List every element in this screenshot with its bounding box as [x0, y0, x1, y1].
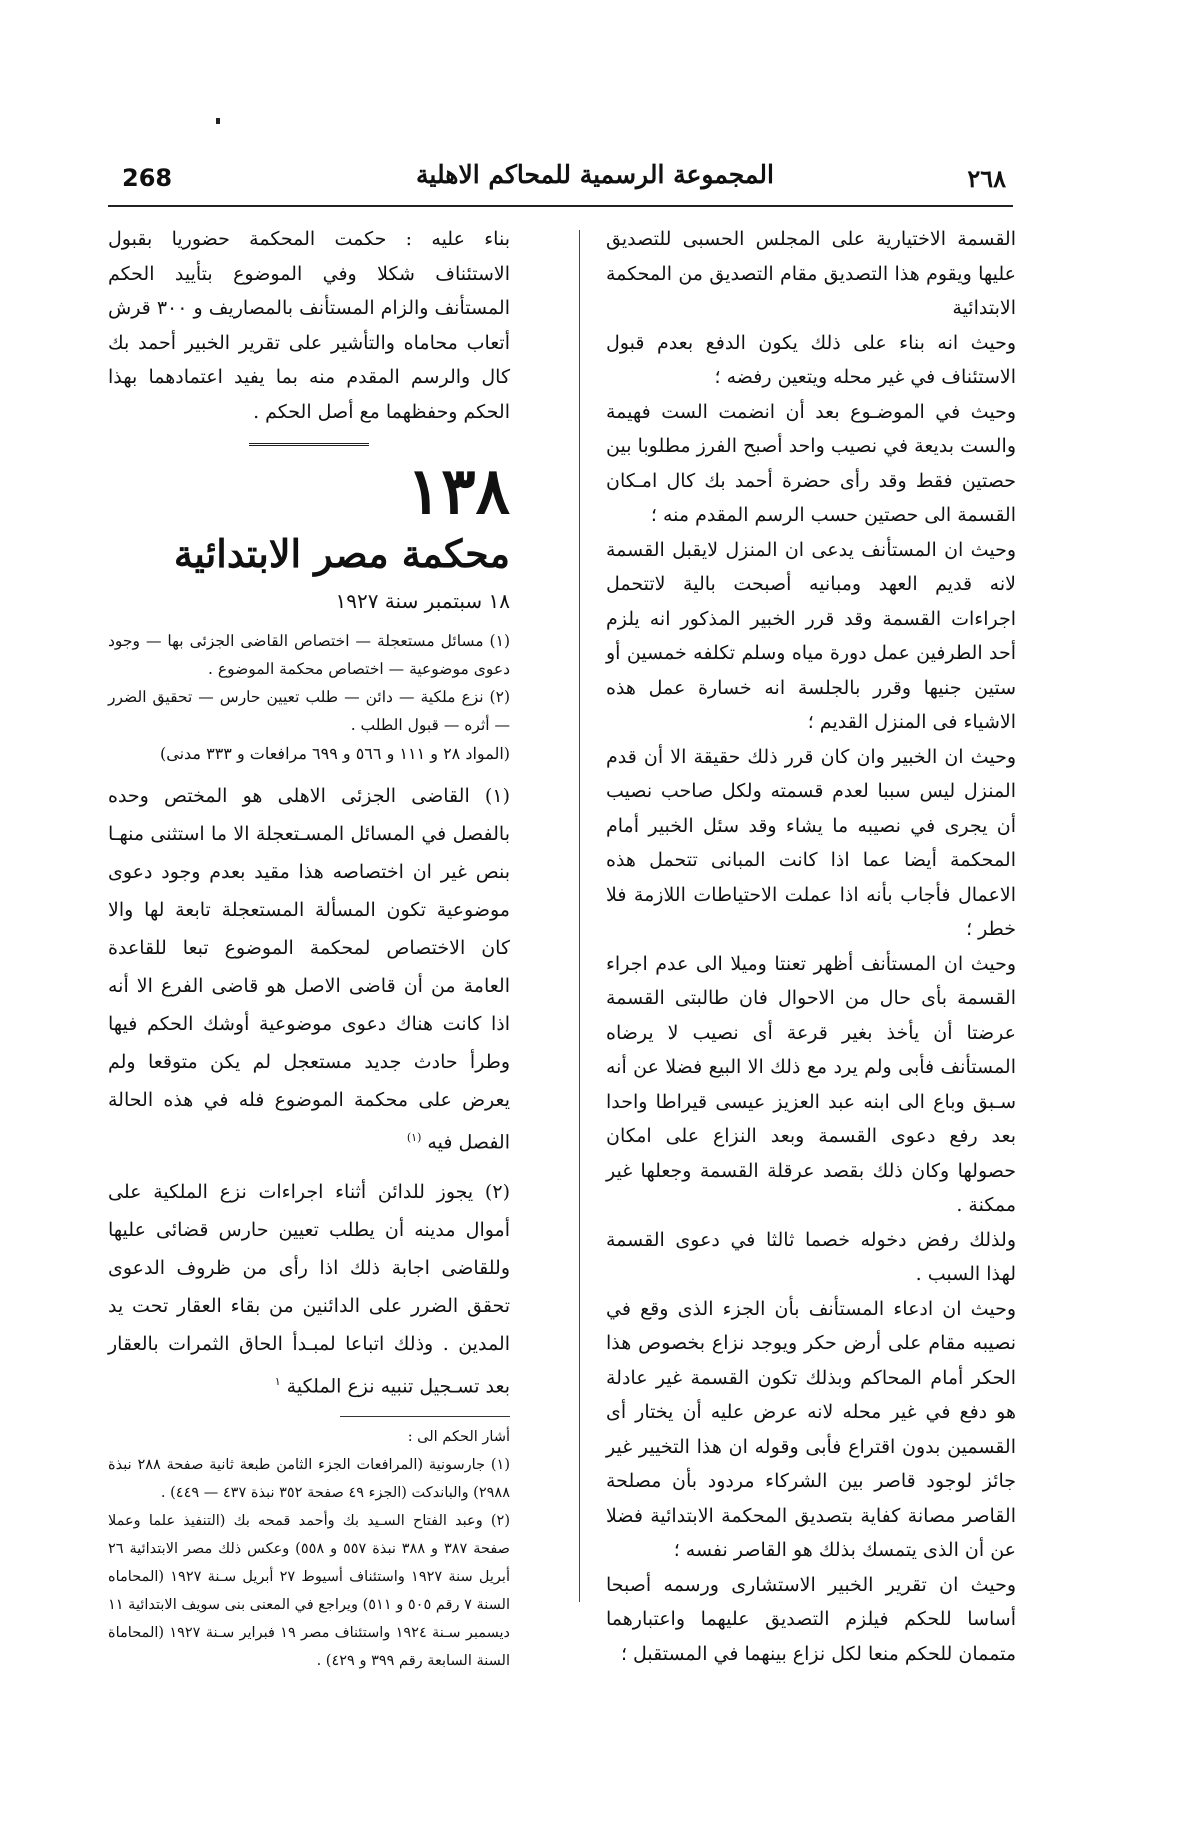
- law-references: (المواد ٢٨ و ١١١ و ٥٦٦ و ٦٩٩ مرافعات و ٣٣٣ مدنى): [160, 744, 510, 763]
- principle-text: (١) القاضى الجزئى الاهلى هو المختص وحده بالفصل في المسائل المسـتعجلة الا ما استثنى منهـا بنص غير ان اختصاصه هذا مقيد بعدم وجود دعوى موضوعية تكون المسألة المستعجلة تابعة لها والا كان الاختصاص لمحكمة الموضوع تبعا للقاعدة العامة من أن قاضى الاصل هو قاضى الفرع الا أنه اذا كانت هناك دعوى موضوعية أوشك الحكم فيها وطرأ حادث جديد مستعجل لم يكن متوقعا ولم يعرض على محكمة الموضوع فله في هذه الحالة الفصل فيه: [108, 785, 510, 1154]
- principle-text: (٢) يجوز للدائن أثناء اجراءات نزع الملكية على أموال مدينه أن يطلب تعيين حارس قضائى عليها وللقاضى اجابة ذلك اذا رأى من ظروف الدعوى تحقق الضرر على الدائنين من بقاء العقار تحت يد المدين . وذلك اتباعا لمبـدأ الحاق الثمرات بالعقار بعد تسـجيل تنبيه نزع الملكية: [108, 1181, 510, 1398]
- footnote-rule: [340, 1416, 510, 1417]
- footnote: (٢) وعبد الفتاح السـيد بك وأحمد قمحه بك (التنفيذ علما وعملا صفحة ٣٨٧ و ٣٨٨ نبذة ٥٥٧ و ٥٥٨) وعكس ذلك مصر الابتدائية ٢٦ أبريل سنة ١٩٢٧ واستئناف أسيوط ٢٧ أبريل سـنة ١٩٢٧ (المحاماه السنة ٧ رقم ٥٠٥ و ٥١١) ويراجع في المعنى بنى سويف الابتدائية ١١ ديسمبر سـنة ١٩٢٤ واستئناف مصر ١٩ فبراير سـنة ١٩٢٧ (المحاماة السنة السابعة رقم ٣٩٩ و ٤٢٩) .: [108, 1512, 511, 1669]
- paragraph: وحيث ان الخبير وان كان قرر ذلك حقيقة الا أن قدم المنزل ليس سببا لعدم قسمته ولكل صاحب نصيب أن يجرى في نصيبه ما يشاء وقد سئل الخبير أمام المحكمة أيضا عما اذا كانت المبانى تتحمل هذه الاعمال فأجاب بأنه اذا عملت الاحتياطات اللازمة فلا خطر ؛: [606, 745, 1016, 940]
- paragraph: وحيث انه بناء على ذلك يكون الدفع بعدم قبول الاستئناف في غير محله ويتعين رفضه ؛: [606, 331, 1016, 388]
- ink-speck: [216, 118, 220, 124]
- paragraph: وحيث ان تقرير الخبير الاستشارى ورسمه أصبحا أساسا للحكم فيلزم التصديق عليهما واعتبارهما متممان للحكم منعا لكل نزاع بينهما في المستقبل ؛: [606, 1573, 1016, 1665]
- case-date: ١٨ سبتمبر سنة ١٩٢٧: [335, 589, 510, 613]
- page-number-latin: 268: [122, 164, 173, 192]
- summary-item: (٢) نزع ملكية — دائن — طلب تعيين حارس — تحقيق الضرر — أثره — قبول الطلب .: [108, 688, 510, 734]
- case-number: ١٣٨: [406, 454, 510, 529]
- paragraph: ولذلك رفض دخوله خصما ثالثا في دعوى القسمة لهذا السبب .: [606, 1228, 1016, 1285]
- case-separator-rule: [249, 443, 369, 449]
- paragraph: وحيث في الموضـوع بعد أن انضمت الست فهيمة والست بديعة في نصيب واحد أصبح الفرز مطلوبا بين حصتين فقط وقد رأى حضرة أحمد بك كال امـكان القسمة الى حصتين حسب الرسم المقدم منه ؛: [606, 400, 1016, 526]
- court-name: محكمة مصر الابتدائية: [173, 531, 510, 576]
- footnote-heading: أشار الحكم الى :: [407, 1428, 510, 1445]
- left-column: [108, 222, 510, 1675]
- paragraph: وحيث ان المستأنف أظهر تعنتا وميلا الى عدم اجراء القسمة بأى حال من الاحوال فان طالبتى القسمة عرضتا أن يأخذ بغير قرعة أى نصيب لا يرضاه المستأنف فأبى ولم يرد مع ذلك الا البيع فضلا عن أنه سـبق وباع الى ابنه عبد العزيز عيسى قيراطا واحدا بعد رفع دعوى القسمة وبعد النزاع على امكان حصولها وكان ذلك بقصد عرقلة القسمة وجعلها غير ممكنة .: [606, 952, 1016, 1216]
- judgment-paragraph: بناء عليه : حكمت المحكمة حضوريا بقبول الاستئناف شكلا وفي الموضوع بتأييد الحكم المستأنف والزام المستأنف بالمصاريف و ٣٠٠ قرش أتعاب محاماه والتأشير على تقرير الخبير أحمد بك كال والرسم المقدم منه بما يفيد اعتمادهما بهذا الحكم وحفظهما مع أصل الحكم .: [108, 228, 511, 423]
- page-number-arabic: ٢٦٨: [967, 164, 1006, 193]
- column-divider: [579, 230, 580, 1602]
- paragraph: وحيث ان المستأنف يدعى ان المنزل لايقبل القسمة لانه قديم العهد ومبانيه أصبحت بالية لاتتحمل اجراءات القسمة وقد قرر الخبير المذكور انه يلزم أحد الطرفين عمل دورة مياه وسلم تكلفه خمسين أو ستين جنيها وقرر بالجلسة انه خسارة عمل هذه الاشياء فى المنزل القديم ؛: [606, 538, 1016, 733]
- right-column: [606, 222, 1016, 1671]
- footnote-mark: (١): [406, 1131, 422, 1144]
- paragraph: وحيث ان ادعاء المستأنف بأن الجزء الذى وقع في نصيبه مقام على أرض حكر ويوجد نزاع بخصوص هذا الحكر أمام المحاكم وبذلك تكون القسمة غير عادلة هو دفع في غير محله لانه عرض عليه أن يختار أى القسمين بدون اقتراع فأبى وقوله ان هذا التخيير غير جائز لوجود قاصر بين الشركاء مردود بأن مصلحة القاصر مصانة كفاية بتصديق المحكمة الابتدائية فضلا عن أن الذى يتمسك بذلك هو القاصر نفسه ؛: [606, 1297, 1016, 1561]
- principle-paragraph: [108, 1173, 510, 1405]
- running-title: المجموعة الرسمية للمحاكم الاهلية: [416, 160, 774, 189]
- paragraph: القسمة الاختيارية على المجلس الحسبى للتصديق عليها ويقوم هذا التصديق مقام التصديق من المحكمة الابتدائية: [606, 228, 1016, 319]
- header-rule: [108, 205, 1013, 207]
- footnote-mark: ١: [274, 1375, 281, 1389]
- principle-paragraph: [108, 777, 510, 1161]
- footnote: (١) جارسونية (المرافعات الجزء الثامن طبعة ثانية صفحة ٢٨٨ نبذة ٢٩٨٨) والباندكت (الجزء ٤٩ صفحة ٣٥٢ نبذة ٤٣٧ — ٤٤٩) .: [108, 1456, 511, 1501]
- summary-item: (١) مسائل مستعجلة — اختصاص القاضى الجزئى بها — وجود دعوى موضوعية — اختصاص محكمة الموضوع .: [108, 632, 510, 678]
